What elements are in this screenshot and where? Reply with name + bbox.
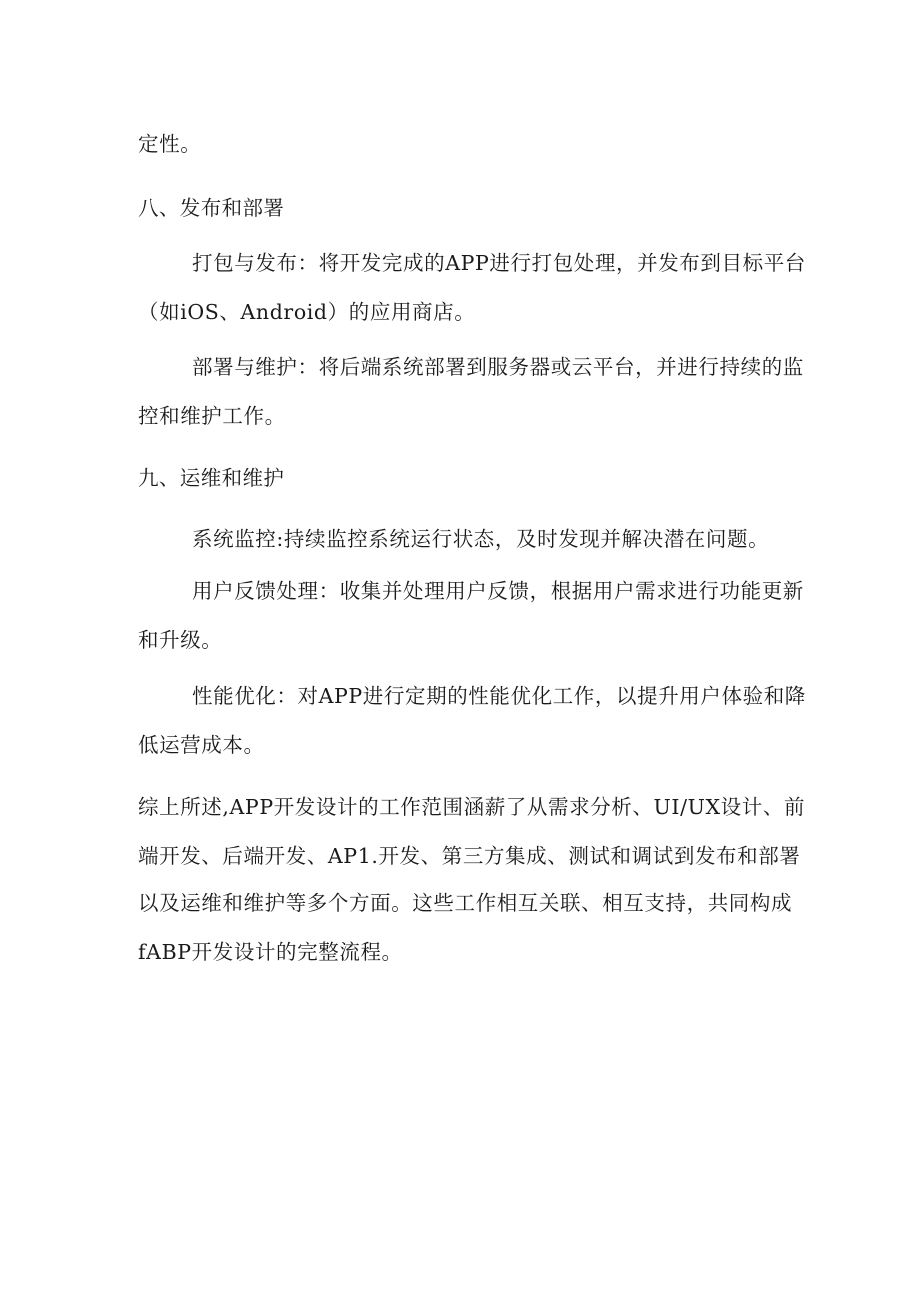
- summary-line-1: 综上所述,APP开发设计的工作范围涵薪了从需求分析、UI/UX设计、前: [138, 795, 806, 819]
- section-8-paragraph-1-line-2: （如iOS、Android）的应用商店。: [138, 300, 476, 324]
- continuation-text: 定性。: [138, 132, 202, 156]
- section-8-paragraph-2-line-1: 部署与维护：将后端系统部署到服务器或云平台，并进行持续的监: [192, 355, 804, 379]
- section-9-paragraph-3-line-2: 低运营成本。: [138, 733, 265, 757]
- section-9-paragraph-2-line-2: 和升级。: [138, 628, 223, 652]
- section-8-heading: 八、发布和部署: [138, 196, 285, 220]
- summary-line-3: 以及运维和维护等多个方面。这些工作相互关联、相互支持，共同构成: [138, 891, 793, 915]
- section-8-paragraph-1-line-1: 打包与发布：将开发完成的APP进行打包处理，并发布到目标平台: [192, 251, 806, 275]
- section-8-paragraph-2-line-2: 控和维护工作。: [138, 404, 286, 428]
- section-9-heading: 九、运维和维护: [138, 466, 285, 490]
- summary-line-2: 端开发、后端开发、AP1.开发、第三方集成、测试和调试到发布和部署: [138, 844, 801, 868]
- section-9-paragraph-1-line-1: 系统监控:持续监控系统运行状态，及时发现并解决潜在问题。: [192, 527, 770, 551]
- summary-line-4: fABP开发设计的完整流程。: [138, 940, 403, 964]
- section-9-paragraph-2-line-1: 用户反馈处理：收集并处理用户反馈，根据用户需求进行功能更新: [192, 579, 804, 603]
- section-9-paragraph-3-line-1: 性能优化：对APP进行定期的性能优化工作，以提升用户体验和降: [192, 684, 806, 708]
